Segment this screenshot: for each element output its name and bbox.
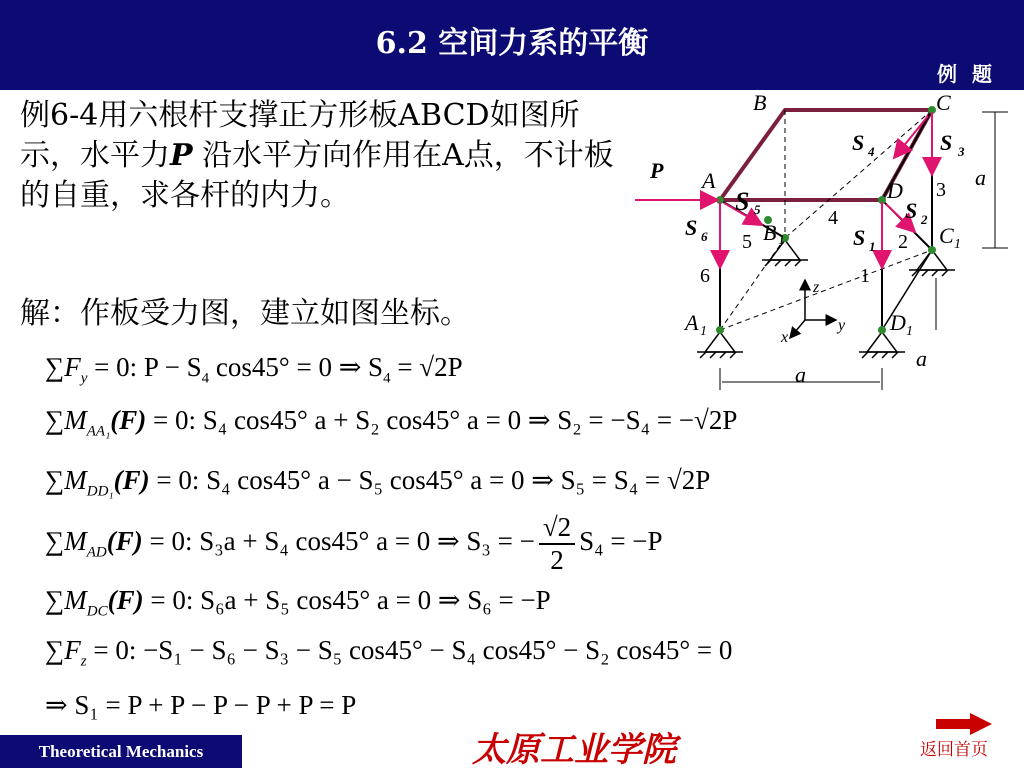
eq-subscript: AA₁: [86, 423, 111, 440]
num-6: 6: [700, 265, 710, 287]
sum-symbol: ∑: [45, 405, 65, 435]
num-3: 3: [936, 179, 946, 201]
eq-force: (F): [107, 585, 144, 615]
eq-symbol: M: [64, 405, 87, 435]
eq-symbol: F: [64, 635, 81, 665]
eq-symbol: M: [64, 585, 87, 615]
fraction: [539, 512, 575, 576]
label-a: A: [702, 168, 716, 193]
x-axis: [790, 320, 805, 338]
structure-diagram: [590, 90, 1010, 400]
home-link[interactable]: 返回首页: [920, 740, 988, 760]
sum-symbol: ∑: [45, 352, 65, 382]
fraction-numerator: √2: [539, 512, 575, 545]
label-d: D: [887, 178, 903, 203]
label-s2-sub: 2: [921, 212, 928, 227]
eq-result: = √2P: [390, 352, 463, 382]
sum-symbol: ∑: [45, 526, 65, 557]
eq-subscript: AD: [86, 544, 107, 561]
equation-moment-aa1: [45, 405, 737, 440]
solution-intro: 解：作板受力图，建立如图坐标。: [20, 296, 470, 331]
equation-sum-fz: [45, 635, 732, 670]
label-s6-sub: 6: [701, 229, 708, 244]
label-s6: S: [685, 215, 698, 240]
eq-force: (F): [106, 526, 143, 557]
label-a-bottom: a: [795, 362, 806, 387]
label-s2: S: [905, 198, 918, 223]
sum-symbol: ∑: [45, 585, 65, 615]
eq-symbol: F: [64, 352, 81, 382]
eq-subscript: DD₁: [86, 483, 114, 500]
label-x: x: [781, 329, 789, 346]
eq-body: = 0: S₃a + S₄ cos45° a = 0 ⇒ S₃ = −: [142, 526, 535, 557]
num-1: 1: [860, 265, 870, 287]
eq-result: ⇒ S₁ = P + P − P − P + P = P: [45, 690, 357, 720]
num-5: 5: [742, 231, 752, 253]
eq-body: = 0: −S₁ − S₆ − S₃ − S₅ cos45° − S₄ cos45° − S₂ cos45° = 0: [86, 635, 733, 665]
label-s1-sub: 1: [869, 239, 876, 254]
label-s3: S: [940, 130, 953, 155]
label-a-right: a: [975, 165, 986, 190]
eq-subscript: DC: [86, 603, 108, 620]
eq-subscript: z: [80, 653, 87, 670]
label-a1-sub: 1: [700, 324, 707, 339]
support-d1: [859, 332, 905, 358]
label-s5-sub: 5: [754, 202, 761, 217]
eq-result: S₄ = −P: [579, 526, 663, 557]
label-s1: S: [853, 225, 866, 250]
eq-body: = 0: P − S: [87, 352, 202, 382]
label-p: P: [650, 158, 664, 183]
force-symbol: P: [170, 138, 193, 173]
label-s5: S: [735, 187, 750, 216]
problem-text-2: 沿水平方向作用在A点，不计板的自重，求各杆的内力。: [20, 138, 614, 213]
eq-subscript: 4: [383, 370, 391, 387]
label-d1-sub: 1: [906, 324, 913, 339]
eq-body: cos45° = 0 ⇒ S: [209, 352, 384, 382]
label-d1: D: [890, 310, 906, 335]
example-tag: 例 题: [937, 62, 996, 86]
label-b1-sub: 1: [778, 233, 785, 248]
equation-sum-fy: [45, 352, 463, 387]
header-bar: [0, 0, 1024, 90]
num-2: 2: [898, 231, 908, 253]
page-title: 6.2 空间力系的平衡: [375, 26, 649, 61]
eq-symbol: M: [64, 465, 87, 495]
eq-subscript: 4: [201, 370, 210, 387]
label-s4: S: [852, 130, 865, 155]
course-label: Theoretical Mechanics: [0, 735, 242, 768]
next-arrow-icon[interactable]: [936, 713, 992, 735]
eq-symbol: M: [64, 526, 87, 557]
problem-text-1: 例6-4用六根杆支撑正方形板ABCD如图所示，水平力: [20, 98, 580, 173]
label-b: B: [753, 90, 767, 115]
eq-body: = 0: S₆a + S₅ cos45° a = 0 ⇒ S₆ = −P: [143, 585, 551, 615]
equation-moment-dd1: [45, 465, 710, 500]
label-z: z: [813, 279, 820, 296]
label-b1: B: [763, 220, 777, 245]
label-a-diag: a: [916, 346, 927, 371]
label-s4-sub: 4: [868, 144, 875, 159]
label-c: C: [936, 90, 951, 115]
equation-final: [45, 690, 356, 721]
eq-force: (F): [110, 405, 147, 435]
label-a1: A: [685, 310, 699, 335]
problem-statement: [20, 96, 630, 216]
fraction-denominator: 2: [550, 545, 564, 575]
eq-body: = 0: S₄ cos45° a + S₂ cos45° a = 0 ⇒ S₂ = −S₄ = −√2P: [146, 405, 738, 435]
label-s3-sub: 3: [958, 144, 965, 159]
equation-moment-dc: [45, 585, 551, 620]
eq-body: = 0: S₄ cos45° a − S₅ cos45° a = 0 ⇒ S₅ = S₄ = √2P: [149, 465, 711, 495]
eq-force: (F): [113, 465, 150, 495]
sum-symbol: ∑: [45, 465, 65, 495]
label-c1-sub: 1: [954, 237, 961, 252]
label-y: y: [838, 317, 846, 334]
num-4: 4: [828, 207, 838, 229]
sum-symbol: ∑: [45, 635, 65, 665]
eq-subscript: y: [80, 370, 88, 387]
university-logo: 太原工业学院: [472, 730, 676, 770]
label-c1: C: [939, 223, 954, 248]
equation-moment-ad: [45, 512, 663, 576]
